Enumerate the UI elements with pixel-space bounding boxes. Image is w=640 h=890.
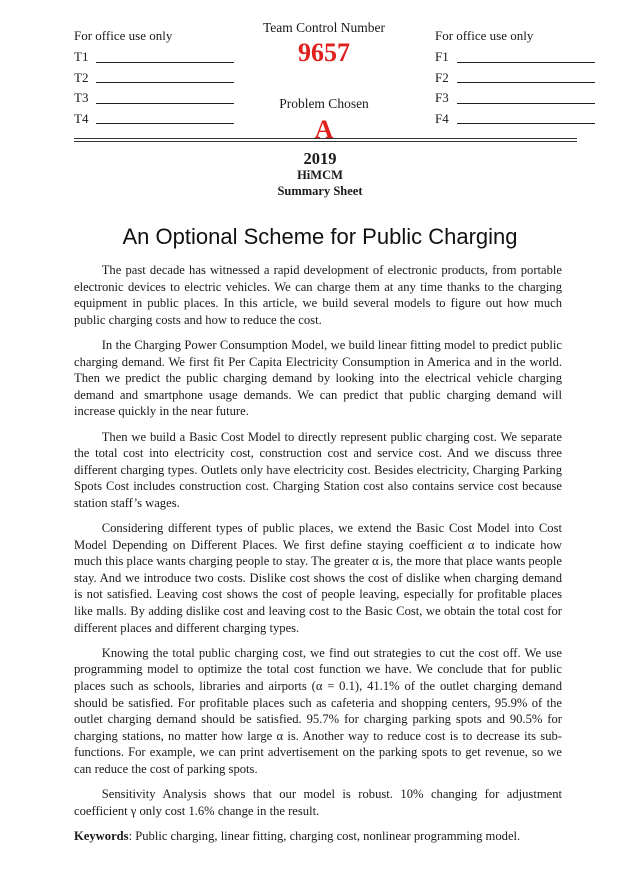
field-row-f3 [435, 88, 595, 109]
keywords [74, 828, 562, 845]
keywords-text: : Public charging, linear fitting, charging cost, nonlinear programming model. [128, 828, 521, 843]
team-control-label: Team Control Number [262, 20, 386, 35]
blank-line [96, 123, 234, 124]
office-use-right [435, 26, 595, 129]
office-use-label-right: For office use only [435, 28, 534, 43]
field-label: T4 [74, 110, 89, 126]
team-control-number: 9657 [298, 38, 350, 67]
field-label: F2 [435, 69, 449, 85]
paragraph: The past decade has witnessed a rapid development of electronic products, from portable electronic devices to electric vehicles. We can charge them at any time thanks to the charging equipment in public places. In this article, we build several models to figure out how much public charging costs and how to reduce the cost. [74, 263, 562, 327]
blank-line [457, 82, 595, 83]
blank-line [96, 103, 234, 104]
header-divider [74, 141, 577, 142]
summary-year: 2019 [303, 149, 337, 168]
blank-line [96, 62, 234, 63]
field-row-t4 [74, 109, 234, 130]
field-label: T3 [74, 90, 89, 105]
control-sheet-header [0, 0, 640, 150]
summary-contest: HiMCM [297, 168, 343, 182]
field-row-t3 [74, 88, 234, 109]
field-row-f1 [435, 47, 595, 68]
problem-chosen-label: Problem Chosen [279, 96, 369, 111]
paragraph: Sensitivity Analysis shows that our model is robust. 10% changing for adjustment coefficient γ only cost 1.6% change in the result. [74, 787, 562, 818]
office-use-label-left: For office use only [74, 28, 173, 43]
field-label: T2 [74, 69, 89, 85]
summary-body [74, 262, 562, 845]
field-label: T1 [74, 49, 89, 64]
paragraph: Considering different types of public places, we extend the Basic Cost Model into Cost Model Depending on Different Places. We first define staying coefficient α to indicate how much this place wants charging people to stay. The greater α is, the more that place wants people stay. And we introduce two costs. Dislike cost shows the cost of dislike when charging demand is not satisfied. Leaving cost shows the cost of people leaving, especially for profitable places like malls. By adding dislike cost and leaving cost to the Basic Cost, we obtain the total cost for different places and different charging types. [74, 521, 562, 635]
paragraph: Knowing the total public charging cost, we find out strategies to cut the cost off. We use programming model to optimize the total cost function we have. We conclude that for public places such as schools, libraries and airports (α = 0.1), 41.1% of the outlet charging demand should be satisfied. For profitable places such as cafeteria and shopping centers, 95.9% of the outlet charging demand should be satisfied. 95.7% for charging parking spots and 90.5% for charging stations, no matter how large α is. Another way to reduce cost is to decrease its sub-functions. For example, we can print advertisement on the parking spots to get revenue, so we can reduce the cost of parking spots. [74, 645, 562, 776]
paper-title: An Optional Scheme for Public Charging [122, 224, 518, 249]
blank-line [457, 62, 595, 63]
field-row-f4 [435, 109, 595, 130]
blank-line [457, 123, 595, 124]
office-use-left [74, 26, 234, 129]
problem-chosen-value: A [314, 115, 334, 144]
field-label: F3 [435, 90, 449, 105]
paragraph: Then we build a Basic Cost Model to directly represent public charging cost. We separate the total cost into electricity cost, construction cost and service cost. And we discuss three different charging types. Outlets only have electricity cost. Besides electricity, Charging Parking Spots Cost includes construction cost. Charging Station cost also contains service cost because station staff’s wages. [74, 429, 562, 510]
team-info [240, 20, 408, 145]
field-row-f2 [435, 68, 595, 89]
blank-line [96, 82, 234, 83]
header-divider [74, 138, 577, 139]
summary-sheet-label: Summary Sheet [277, 184, 363, 198]
field-row-t1 [74, 47, 234, 68]
field-label: F1 [435, 49, 449, 64]
field-row-t2 [74, 68, 234, 89]
paragraph: In the Charging Power Consumption Model, we build linear fitting model to predict public charging demand. We first fit Per Capita Electricity Consumption in America and in the world. Then we predict the public charging demand by looking into the electrical vehicle charging demand and smartphone usage demands. We can predict that public charging demand will increase quickly in the near future. [74, 337, 562, 419]
blank-line [457, 103, 595, 104]
summary-heading [0, 150, 640, 199]
keywords-label: Keywords [74, 828, 129, 843]
field-label: F4 [435, 110, 449, 126]
